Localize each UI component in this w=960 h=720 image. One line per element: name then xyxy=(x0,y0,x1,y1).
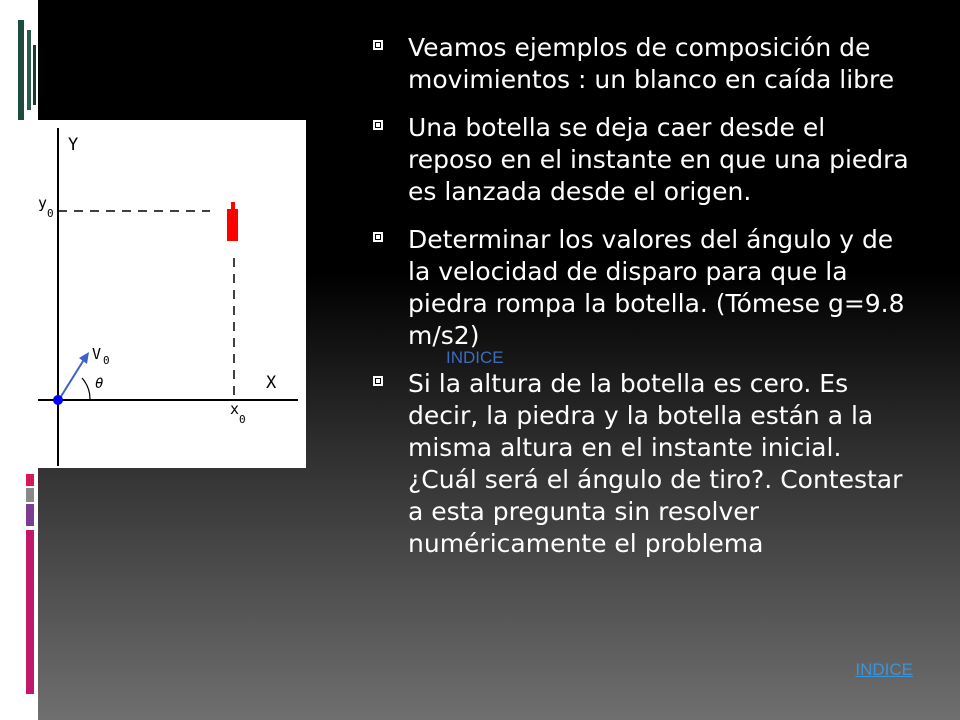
indice-overlay-link[interactable]: INDICE xyxy=(446,348,504,367)
decorative-stripes-bottom xyxy=(26,474,38,720)
v0-subscript: 0 xyxy=(103,354,110,367)
bottle-icon xyxy=(227,209,238,241)
bullet-list xyxy=(370,32,915,576)
projectile-diagram xyxy=(38,120,306,468)
bullet-item xyxy=(370,368,915,560)
bullet-item xyxy=(370,224,915,352)
bullet-text: Veamos ejemplos de composición de movimientos : un blanco en caída libre xyxy=(408,33,895,94)
indice-link[interactable]: INDICE xyxy=(855,660,913,679)
origin-point xyxy=(53,395,63,405)
angle-arc xyxy=(82,378,90,400)
bullet-text: Si la altura de la botella es cero. Es decir, la piedra y la botella están a la misma altura en el instante inicial. ¿Cuál será el ángulo de tiro?. Contestar a esta pregunta sin resolver numéricamente el problema xyxy=(408,369,903,558)
bullet-text: Determinar los valores del ángulo y de la velocidad de disparo para que la piedra rompa la botella. (Tómese g=9.8 m/s2) xyxy=(408,225,905,350)
bullet-marker-icon xyxy=(373,40,383,50)
x-axis-label: X xyxy=(266,373,277,393)
decorative-stripes-top xyxy=(18,20,38,120)
y0-label: y xyxy=(38,194,48,212)
diagram-canvas xyxy=(38,120,306,468)
v0-label: V xyxy=(92,345,102,363)
velocity-arrowhead xyxy=(79,352,89,364)
bullet-item xyxy=(370,32,915,96)
x0-subscript: 0 xyxy=(239,413,246,426)
bullet-item xyxy=(370,112,915,208)
y0-subscript: 0 xyxy=(47,207,54,220)
velocity-vector xyxy=(60,358,85,398)
bottle-neck xyxy=(231,202,235,210)
bullet-text: Una botella se deja caer desde el reposo en el instante en que una piedra es lanzada desde el origen. xyxy=(408,113,909,206)
bullet-marker-icon xyxy=(373,120,383,130)
bullet-marker-icon xyxy=(373,376,383,386)
x0-label: x xyxy=(230,400,240,418)
bullet-marker-icon xyxy=(373,232,383,242)
y-axis-label: Y xyxy=(68,135,79,155)
theta-label: θ xyxy=(95,376,104,392)
